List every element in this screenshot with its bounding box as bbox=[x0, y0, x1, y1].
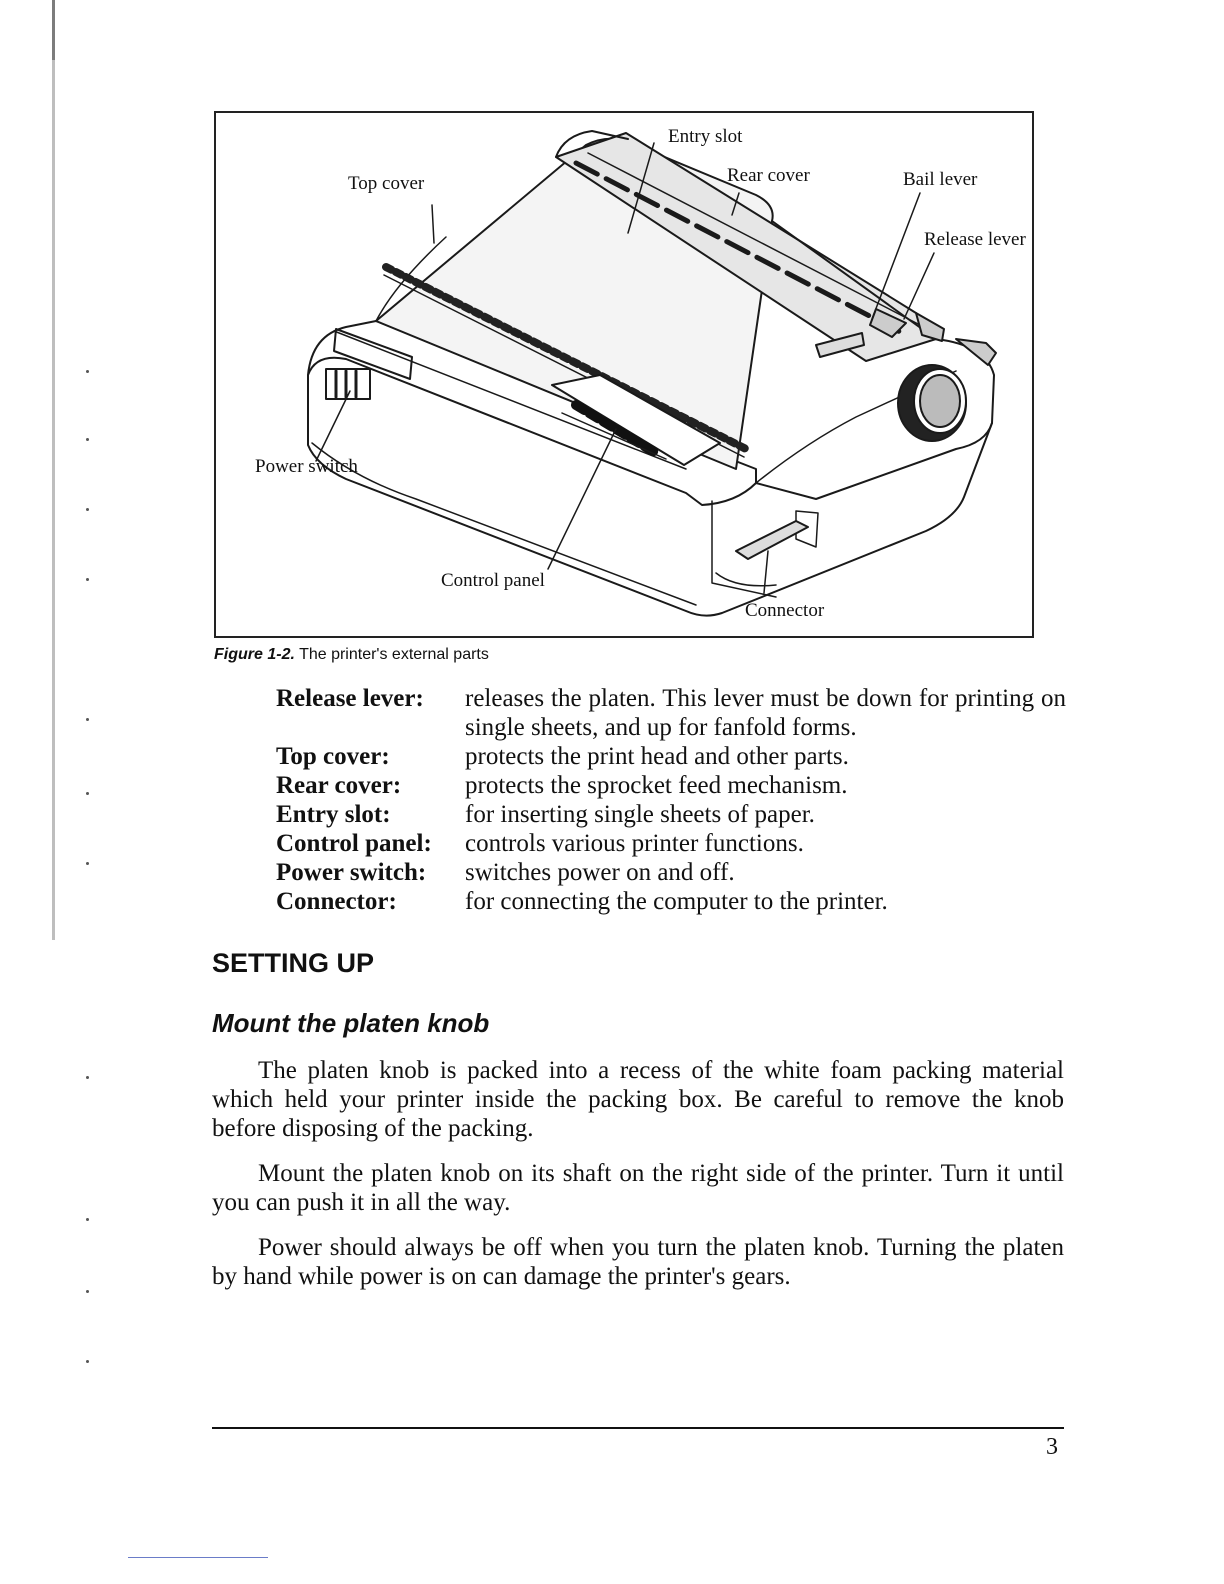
printer-illustration bbox=[216, 113, 1034, 638]
parts-row bbox=[276, 684, 1066, 742]
printer-figure bbox=[214, 111, 1034, 638]
callout-entry-slot: Entry slot bbox=[668, 126, 743, 147]
callout-bail-lever: Bail lever bbox=[903, 169, 978, 190]
part-description: protects the sprocket feed mechanism. bbox=[465, 772, 848, 799]
parts-row bbox=[276, 829, 1066, 858]
part-description: releases the platen. This lever must be down for printing on single sheets, and up for fanfold forms. bbox=[465, 685, 1066, 741]
page-number: 3 bbox=[1046, 1434, 1058, 1460]
part-term: Power switch: bbox=[276, 859, 427, 886]
callout-top-cover: Top cover bbox=[348, 173, 425, 194]
scan-mark bbox=[86, 792, 89, 795]
callout-release-lever: Release lever bbox=[924, 229, 1026, 250]
body-paragraph: Mount the platen knob on its shaft on the right side of the printer. Turn it until you can push it in all the way. bbox=[212, 1160, 1064, 1216]
part-term: Entry slot: bbox=[276, 801, 391, 828]
part-description: protects the print head and other parts. bbox=[465, 743, 849, 770]
callout-power-switch: Power switch bbox=[255, 456, 358, 477]
part-term: Rear cover: bbox=[276, 772, 402, 799]
part-description: controls various printer functions. bbox=[465, 830, 804, 857]
body-paragraph: The platen knob is packed into a recess of the white foam packing material which held your printer inside the packing box. Be careful to remove the knob before disposing of the packing. bbox=[212, 1057, 1064, 1142]
callout-control-panel: Control panel bbox=[441, 570, 545, 591]
scan-mark bbox=[86, 370, 89, 373]
scan-mark bbox=[86, 1360, 89, 1363]
part-description: switches power on and off. bbox=[465, 859, 735, 886]
scan-mark bbox=[86, 862, 89, 865]
parts-list bbox=[276, 684, 1066, 916]
scan-mark bbox=[86, 718, 89, 721]
figure-caption-text: The printer's external parts bbox=[294, 646, 489, 663]
part-description: for connecting the computer to the printer. bbox=[465, 888, 888, 915]
section-heading: SETTING UP bbox=[212, 948, 375, 978]
parts-row bbox=[276, 858, 1066, 887]
footer-rule bbox=[212, 1427, 1064, 1429]
callout-rear-cover: Rear cover bbox=[727, 165, 810, 186]
callout-connector: Connector bbox=[745, 600, 825, 621]
figure-caption-label: Figure 1-2. bbox=[214, 646, 295, 663]
parts-row bbox=[276, 800, 1066, 829]
scan-mark bbox=[86, 438, 89, 441]
subsection-heading: Mount the platen knob bbox=[212, 1008, 490, 1038]
part-term: Control panel: bbox=[276, 830, 432, 857]
body-paragraph: Power should always be off when you turn the platen knob. Turning the platen by hand while power is on can damage the printer's gears. bbox=[212, 1234, 1064, 1290]
part-term: Release lever: bbox=[276, 685, 424, 712]
scan-mark bbox=[86, 1218, 89, 1221]
part-description: for inserting single sheets of paper. bbox=[465, 801, 815, 828]
part-term: Connector: bbox=[276, 888, 397, 915]
scan-underline bbox=[128, 1557, 268, 1558]
scan-mark bbox=[86, 508, 89, 511]
parts-row bbox=[276, 742, 1066, 771]
scan-mark bbox=[86, 578, 89, 581]
part-term: Top cover: bbox=[276, 743, 390, 770]
parts-row bbox=[276, 771, 1066, 800]
scan-edge bbox=[52, 0, 55, 940]
scan-mark bbox=[86, 1290, 89, 1293]
scan-mark bbox=[86, 1076, 89, 1079]
figure-caption bbox=[214, 646, 489, 664]
parts-row bbox=[276, 887, 1066, 916]
